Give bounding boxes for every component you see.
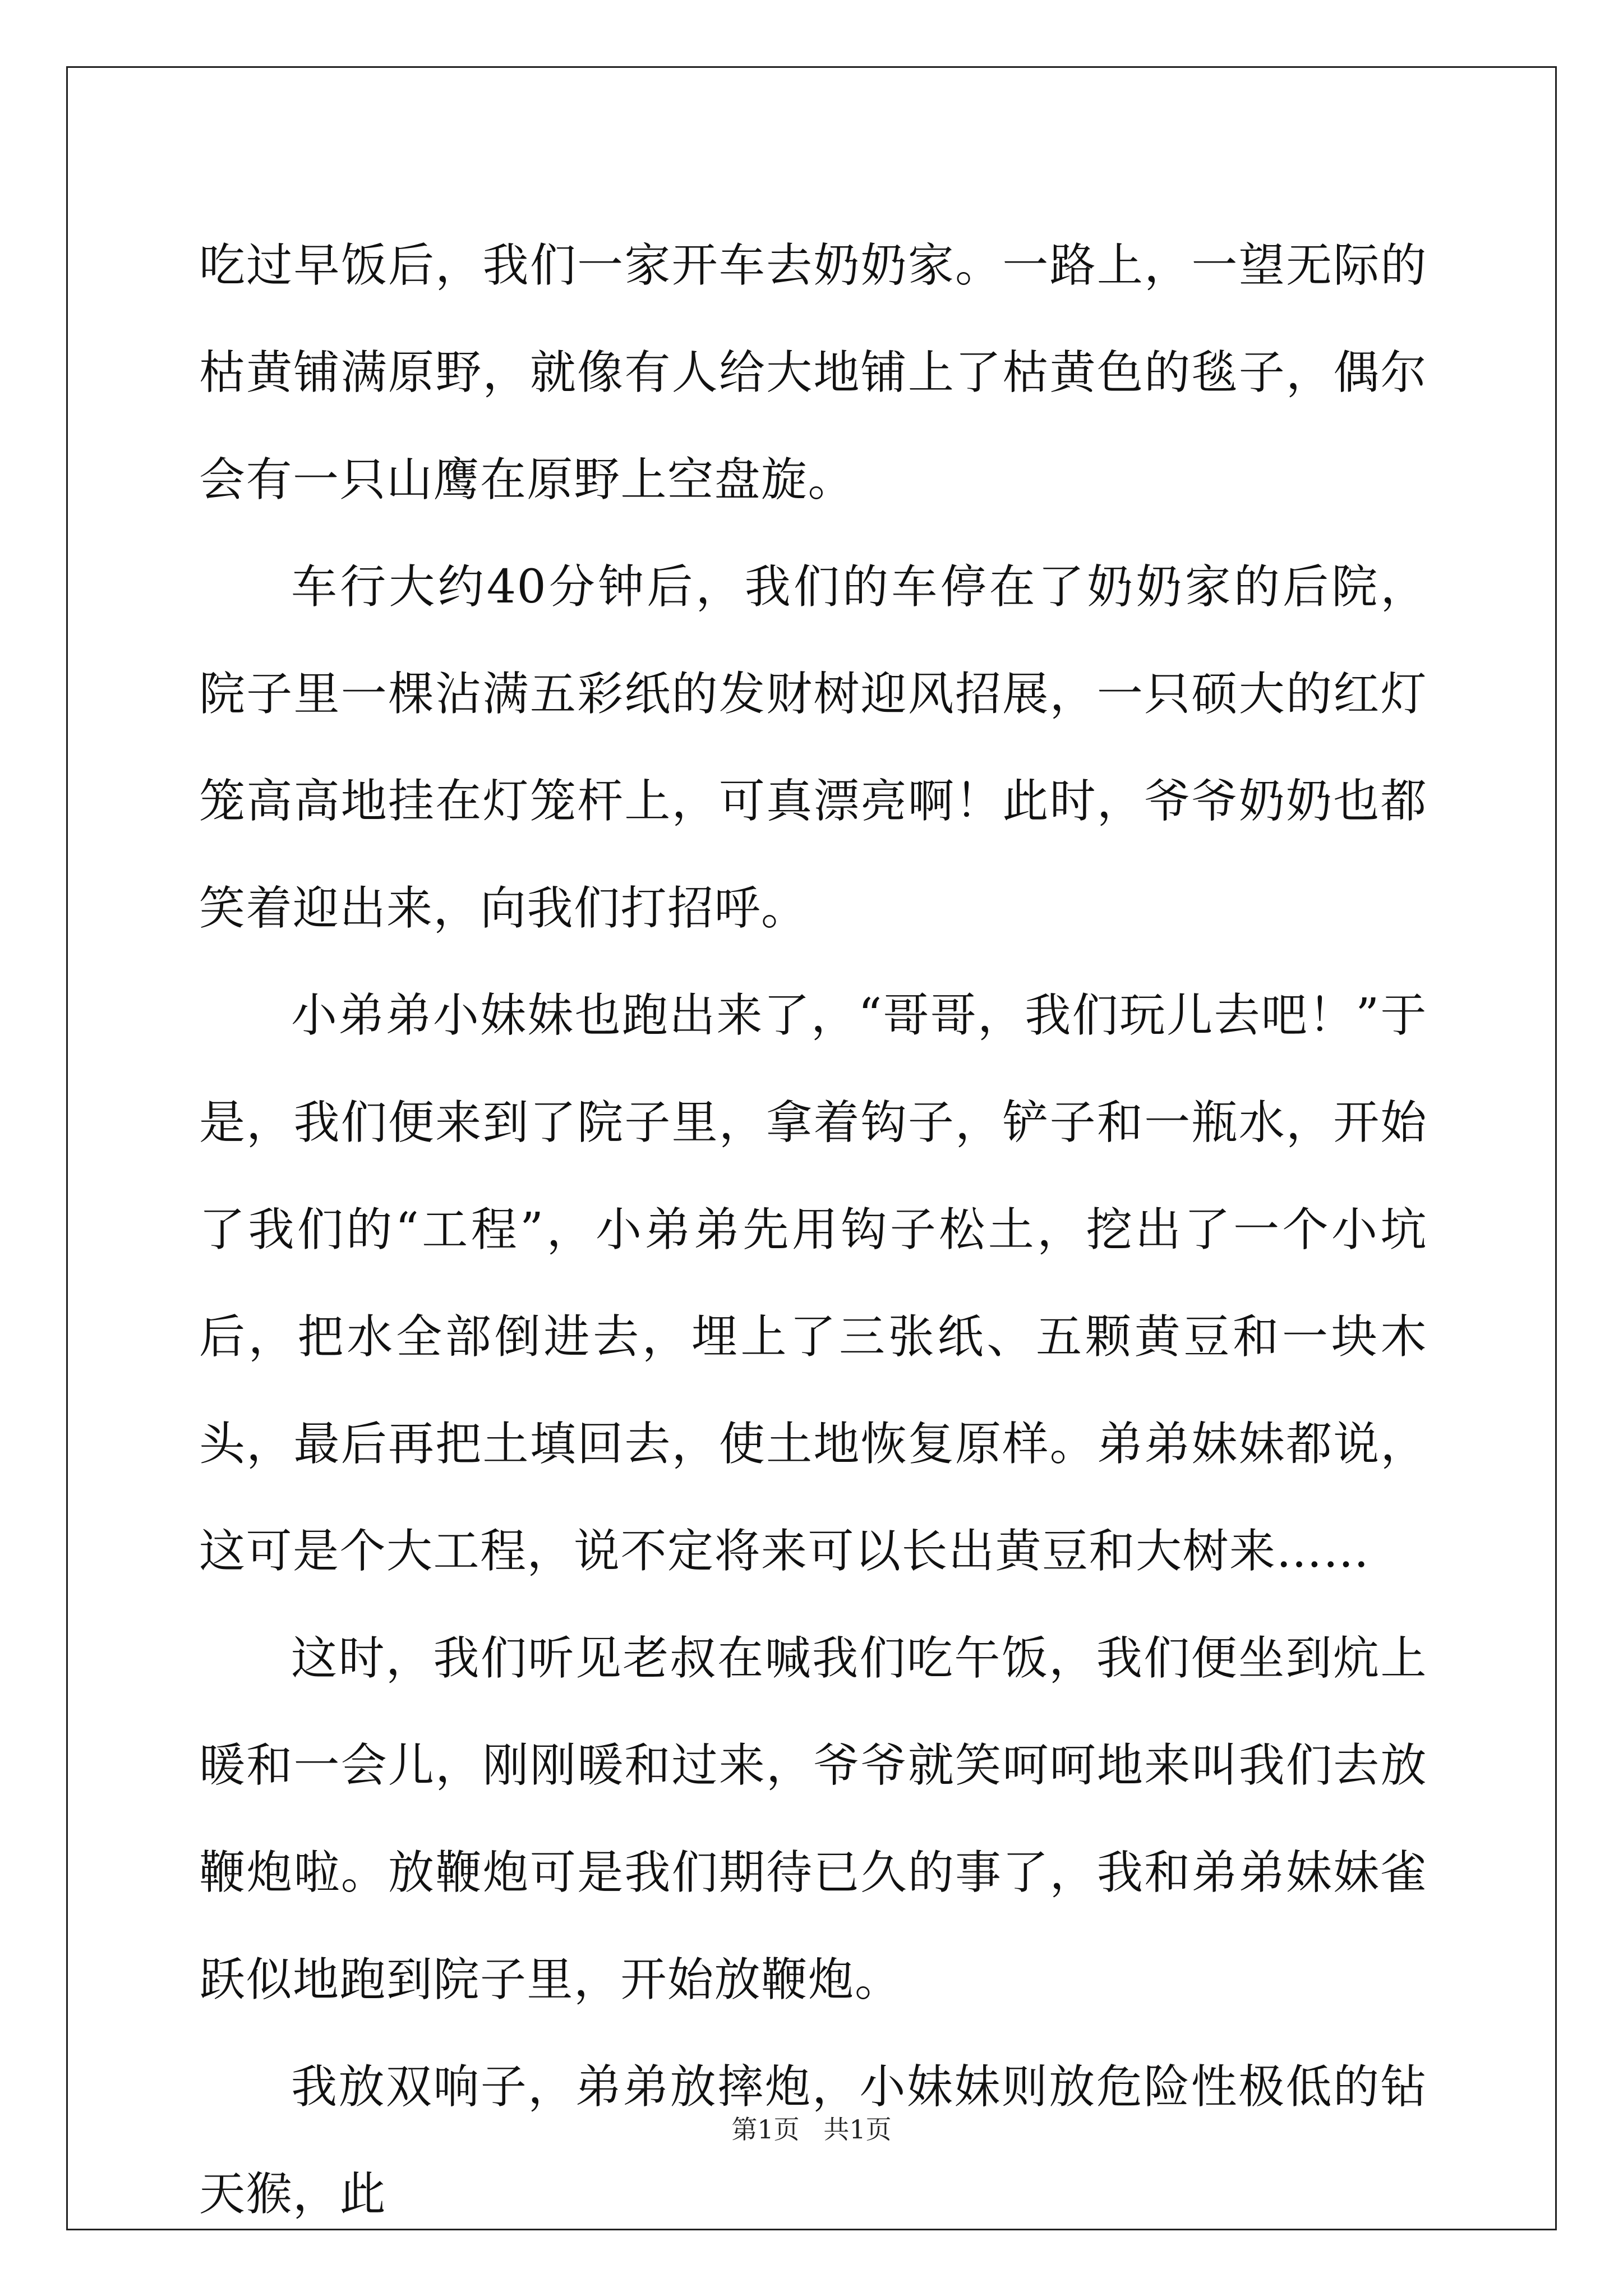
page-total: 共1页 xyxy=(823,2114,892,2145)
paragraph-3: 小弟弟小妹妹也跑出来了，“哥哥，我们玩儿去吧！”于是，我们便来到了院子里，拿着钩子，铲子和一瓶水，开始了我们的“工程”，小弟弟先用钩子松土，挖出了一个小坑后，把水全部倒进去，埋上了三张纸、五颗黄豆和一块木头，最后再把土填回去，使土地恢复原样。弟弟妹妹都说，这可是个大工程，说不定将来可以长出黄豆和大树来…… xyxy=(199,989,1427,1578)
paragraph-4: 这时，我们听见老叔在喊我们吃午饭，我们便坐到炕上暖和一会儿，刚刚暖和过来，爷爷就笑呵呵地来叫我们去放鞭炮啦。放鞭炮可是我们期待已久的事了，我和弟弟妹妹雀跃似地跑到院子里，开始放鞭炮。 xyxy=(199,1632,1427,2007)
document-body xyxy=(199,212,1427,2248)
paragraph-2: 车行大约40分钟后，我们的车停在了奶奶家的后院，院子里一棵沾满五彩纸的发财树迎风招展，一只硕大的红灯笼高高地挂在灯笼杆上，可真漂亮啊！此时，爷爷奶奶也都笑着迎出来，向我们打招呼。 xyxy=(199,560,1427,935)
page-number: 第1页 xyxy=(731,2114,800,2145)
paragraph-5: 我放双响子，弟弟放摔炮，小妹妹则放危险性极低的钻天猴，此 xyxy=(199,2060,1427,2221)
page-footer xyxy=(0,2109,1623,2146)
paragraph-1: 吃过早饭后，我们一家开车去奶奶家。一路上，一望无际的枯黄铺满原野，就像有人给大地铺上了枯黄色的毯子，偶尔会有一只山鹰在原野上空盘旋。 xyxy=(199,239,1427,507)
